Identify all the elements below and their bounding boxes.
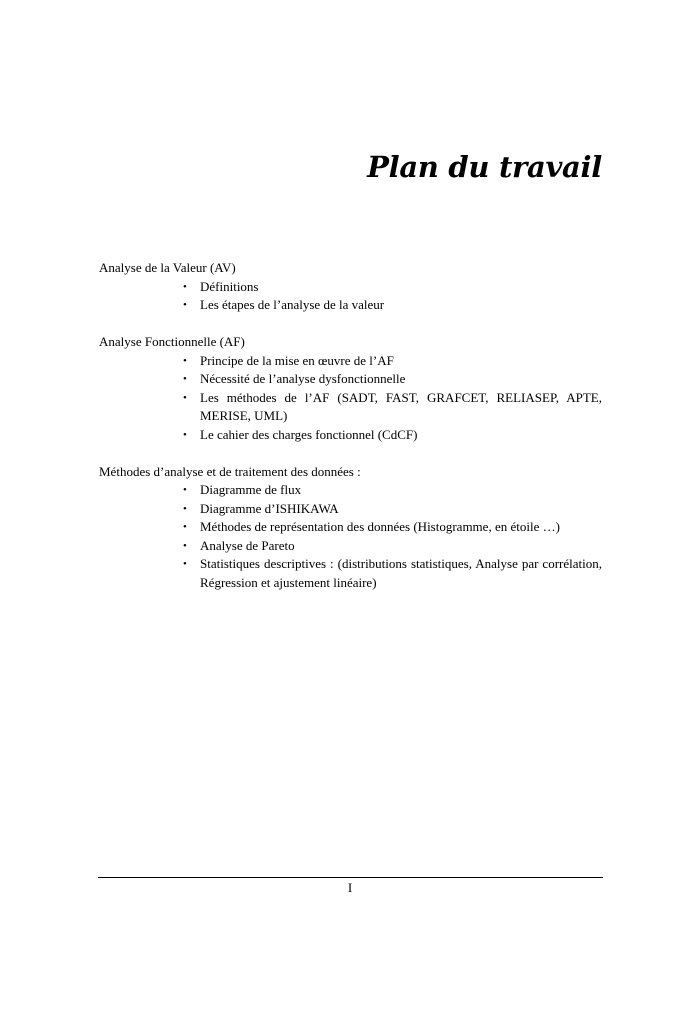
section-heading: Analyse Fonctionnelle (AF) [99,334,245,349]
list-item-text: Nécessité de l’analyse dysfonctionnelle [200,371,406,386]
list-item [183,518,602,537]
list-item-text: Statistiques descriptives : (distributions statistiques, Analyse par corrélation, Régression et ajustement linéaire) [200,556,602,590]
bullet-icon: • [183,299,187,311]
section-heading: Analyse de la Valeur (AV) [99,260,236,275]
bullet-icon: • [183,428,187,441]
bullet-icon: • [183,354,187,367]
bullet-list [99,481,602,592]
list-item-text: Définitions [200,278,259,294]
list-item [183,537,602,556]
bullet-icon: • [183,391,187,404]
bullet-icon: • [183,521,187,533]
list-item-text: Les méthodes de l’AF (SADT, FAST, GRAFCET, RELIASEP, APTE, MERISE, UML) [200,389,602,423]
bullet-icon: • [183,280,187,293]
list-item-text: Diagramme d’ISHIKAWA [200,500,339,516]
list-item [183,370,602,389]
list-item [183,555,602,592]
list-item-text: Diagramme de flux [200,482,302,497]
section-methodes-analyse [99,463,602,593]
list-item [183,296,602,315]
footer-divider [98,877,603,878]
page-number: I [347,880,353,895]
list-item-text: Analyse de Pareto [200,537,295,553]
list-item [183,500,602,519]
plan-content [99,259,602,611]
page-title: Plan du travail [367,150,602,184]
list-item [183,389,602,426]
list-item-text: Principe de la mise en œuvre de l’AF [200,352,394,368]
list-item [183,481,602,500]
list-item-text: Les étapes de l’analyse de la valeur [200,297,385,312]
list-item [183,352,602,371]
bullet-list [99,352,602,445]
bullet-icon: • [183,373,187,385]
section-heading: Méthodes d’analyse et de traitement des données : [99,463,361,479]
list-item-text: Méthodes de représentation des données (Histogramme, en étoile …) [200,519,560,534]
bullet-icon: • [183,484,187,496]
list-item-text: Le cahier des charges fonctionnel (CdCF) [200,426,418,442]
section-analyse-fonctionnelle [99,333,602,444]
bullet-icon: • [183,539,187,552]
bullet-icon: • [183,502,187,515]
list-item [183,426,602,445]
bullet-icon: • [183,558,187,570]
section-analyse-valeur [99,259,602,315]
bullet-list [99,278,602,315]
list-item [183,278,602,297]
